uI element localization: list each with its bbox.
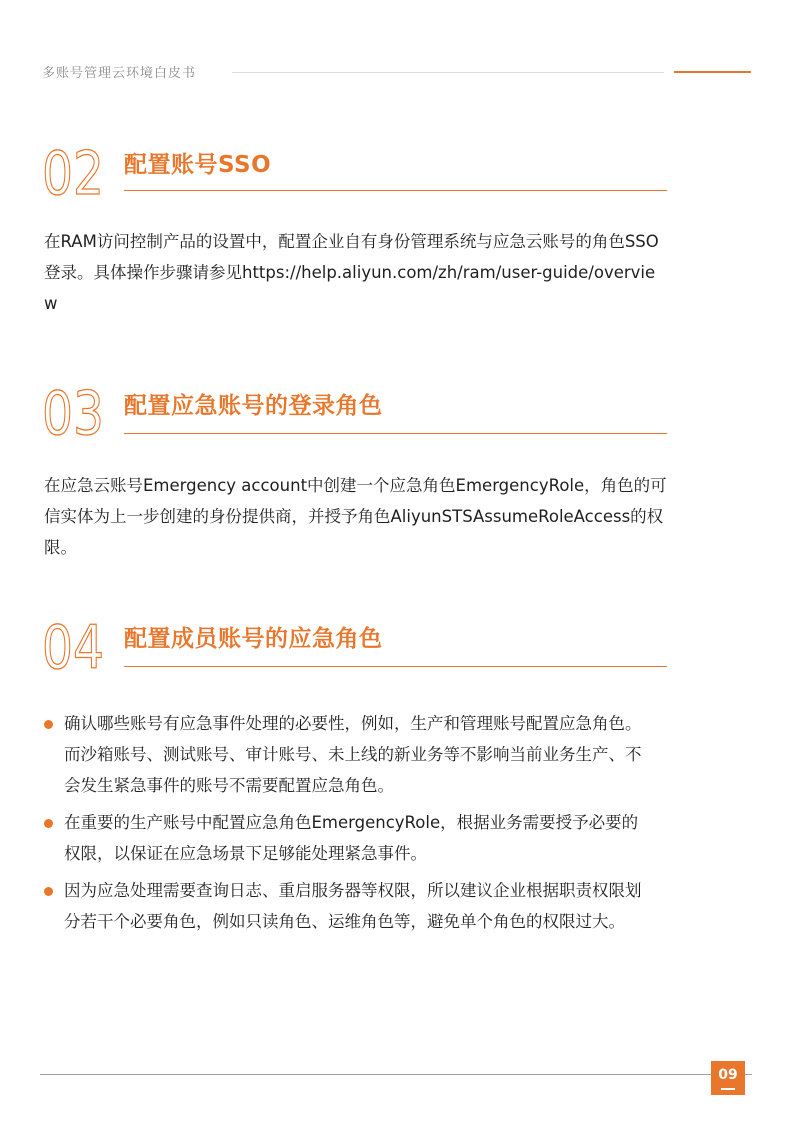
section-divider — [124, 433, 667, 434]
footer-divider — [40, 1074, 752, 1075]
header-title: 多账号管理云环境白皮书 — [42, 66, 197, 81]
list-item-text: 因为应急处理需要查询日志、重启服务器等权限，所以建议企业根据职责权限划分若干个必要角色，例如只读角色、运维角色等，避免单个角色的权限过大。 — [64, 881, 642, 931]
list-item — [44, 875, 644, 937]
section-paragraph: 在RAM访问控制产品的设置中，配置企业自有身份管理系统与应急云账号的角色SSO登录。具体操作步骤请参见https://help.aliyun.com/zh/ram/user-guide/overview — [44, 232, 659, 313]
page-number: 09 — [718, 1067, 738, 1083]
list-item — [44, 807, 644, 869]
page-number-underline — [721, 1088, 735, 1090]
header-accent-divider — [674, 71, 751, 73]
bullet-dot-icon — [44, 887, 53, 896]
section-number-text: 02 — [42, 143, 104, 201]
section-number-text: 03 — [42, 383, 104, 441]
section-paragraph: 在应急云账号Emergency account中创建一个应急角色EmergencyRole，角色的可信实体为上一步创建的身份提供商，并授予角色AliyunSTSAssumeRoleAccess的权限。 — [44, 476, 667, 557]
section-title: 配置账号SSO — [124, 152, 272, 178]
section-title: 配置应急账号的登录角色 — [124, 393, 383, 419]
list-item-text: 在重要的生产账号中配置应急角色EmergencyRole，根据业务需要授予必要的权限，以保证在应急场景下足够能处理紧急事件。 — [64, 813, 639, 863]
section-number-03 — [42, 383, 112, 441]
section-number-text: 04 — [42, 617, 104, 675]
list-item — [44, 708, 644, 801]
section-title: 配置成员账号的应急角色 — [124, 626, 383, 652]
bullet-list — [44, 708, 644, 943]
list-item-text: 确认哪些账号有应急事件处理的必要性，例如，生产和管理账号配置应急角色。而沙箱账号、测试账号、审计账号、未上线的新业务等不影响当前业务生产、不会发生紧急事件的账号不需要配置应急角色。 — [64, 714, 642, 795]
section-divider — [124, 666, 667, 667]
section-number-02 — [42, 143, 112, 201]
page-number-badge — [711, 1061, 745, 1095]
bullet-dot-icon — [44, 819, 53, 828]
header-divider — [232, 72, 664, 73]
bullet-dot-icon — [44, 720, 53, 729]
section-divider — [124, 190, 667, 191]
section-number-04 — [42, 617, 112, 675]
